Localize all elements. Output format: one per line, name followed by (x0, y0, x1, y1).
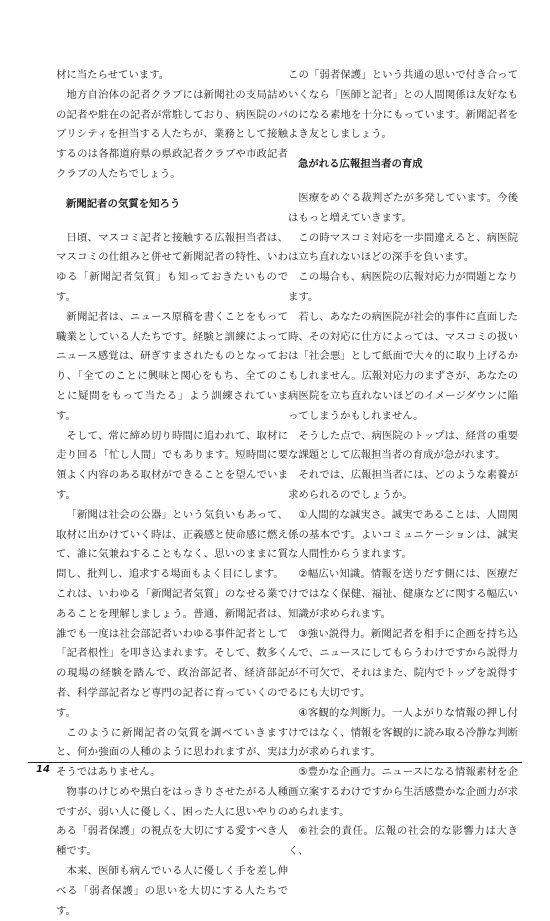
paragraph: そして、常に締め切り時間に追われて、取材に走り回る「忙し人間」でもあります。短時間に要領よく内容のある取材ができることを望んでいます。 (56, 429, 288, 501)
paragraph: ④客観的な判断力。一人よがりな情報の押し付けではなく、情報を客観的に読み取る冷静な判断力が求められます。 (288, 706, 518, 759)
paragraph: この「弱者保護」という共通の思いで付き合っていくなら「医師と記者」との人間関係は友好なものになる素地を十分にもっています。新聞記者をよき友としましょう。 (288, 69, 518, 141)
right-column (288, 66, 518, 862)
page-number: 14 (36, 764, 50, 775)
paragraph: 医療をめぐる裁判ざたが多発しています。今後はもっと増えていきます。 (288, 191, 518, 224)
paragraph: これは、いわゆる「新聞記者気質」のなせる業であることを理解しましょう。普通、新聞記者は、誰でも一度は社会部記者いわゆる事件記者として「記者根性」を叩き込まれます。そして、数多くの現場の経験を踏んで、政治部記者、経済部記者、科学部記者など専門の記者に育っていくのです。 (56, 587, 288, 719)
paragraph: この場合も、病医院の広報対応力が問題となります。 (288, 271, 518, 303)
section-heading: 急がれる広報担当者の育成 (298, 158, 423, 171)
paragraph: 材に当たらせています。 (56, 69, 170, 81)
paragraph: ②幅広い知識。情報を送りだす側には、医療だけではなく保健、福祉、健康などに関する幅広い知識が求められます。 (288, 568, 518, 620)
paragraph: このように新聞記者の気質を調べていきますと、何か強面の人種のように思われますが、実はそうではありません。 (56, 726, 288, 779)
footer-rule (28, 762, 522, 763)
paragraph: ⑥社会的責任。広報の社会的な影響力は大きく、 (288, 825, 518, 858)
paragraph: ⑤豊かな企画力。ニュースになる情報素材を企画立案するわけですから生活感豊かな企画力が求められます。 (288, 766, 518, 818)
paragraph: 本来、医師も病んでいる人に優しく手を差し伸べる「弱者保護」の思いを大切にする人たちです。 (56, 865, 288, 917)
left-column (56, 66, 288, 921)
paragraph: 地方自治体の記者クラブには新聞社の支局詰めの記者や駐在の記者が常駐しており、病医院のパブリシティを担当する人たちが、業務として接触するのは各都道府県の県政記者クラブや市政記者クラブの人たちでしょう。 (56, 88, 288, 180)
paragraph: 新聞記者は、ニュース原稿を書くことをもって職業としている人たちです。経験と訓練によってニュース感覚は、研ぎすまされたものとなっており、「全てのことに興味と関心をもち、全てのことに疑問をもって当たる」よう訓練されています。 (56, 310, 288, 422)
paragraph: そうした点で、病医院のトップは、経営の重要な課題として広報担当者の育成が急がれます。 (288, 429, 518, 462)
paragraph: 物事のけじめや黒白をはっきりさせたがる人種ですが、弱い人に優しく、困った人に思いやりのある「弱者保護」の視点を大切にする愛すべき人種です。 (56, 785, 288, 858)
paragraph: 日頃、マスコミ記者と接触する広報担当者は、マスコミの仕組みと併せて新聞記者の特性、いわゆる「新聞記者気質」も知っておきたいものです。 (56, 231, 288, 303)
paragraph: ③強い説得力。新聞記者を相手に企画を持ち込んで、ニュースにしてもらうわけですから説得力が不可欠で、それはまた、院内でトップを説得するにも大切です。 (288, 627, 518, 699)
paragraph: この時マスコミ対応を一歩間違えると、病医院は立ち直れないほどの深手を負います。 (288, 231, 518, 264)
section-heading: 新聞記者の気質を知ろう (66, 197, 181, 210)
paragraph: 若し、あなたの病医院が社会的事件に直面した時、その対応に仕方によっては、マスコミの扱いは「社会悪」として紙面で大々的に取り上げるかもしれません。広報対応力のまずさが、あなたの病医院を立ち直れないほどのイメージダウンに陥ってしまうかもしれません。 (288, 310, 518, 422)
paragraph: それでは、広報担当者には、どのような素養が求められるのでしょうか。 (288, 469, 518, 501)
paragraph: ①人間的な誠実さ。誠実であることは、人間関係の基本です。よいコミュニケーションは、誠実な人間性からうまれます。 (288, 508, 518, 561)
paragraph: 「新聞は社会の公器」という気負いもあって、取材に出かけていく時は、正義感と使命感に燃えて、誰に気兼ねすることもなく、思いのままに質問し、批判し、追求する場面もよく目にします。 (56, 508, 288, 581)
